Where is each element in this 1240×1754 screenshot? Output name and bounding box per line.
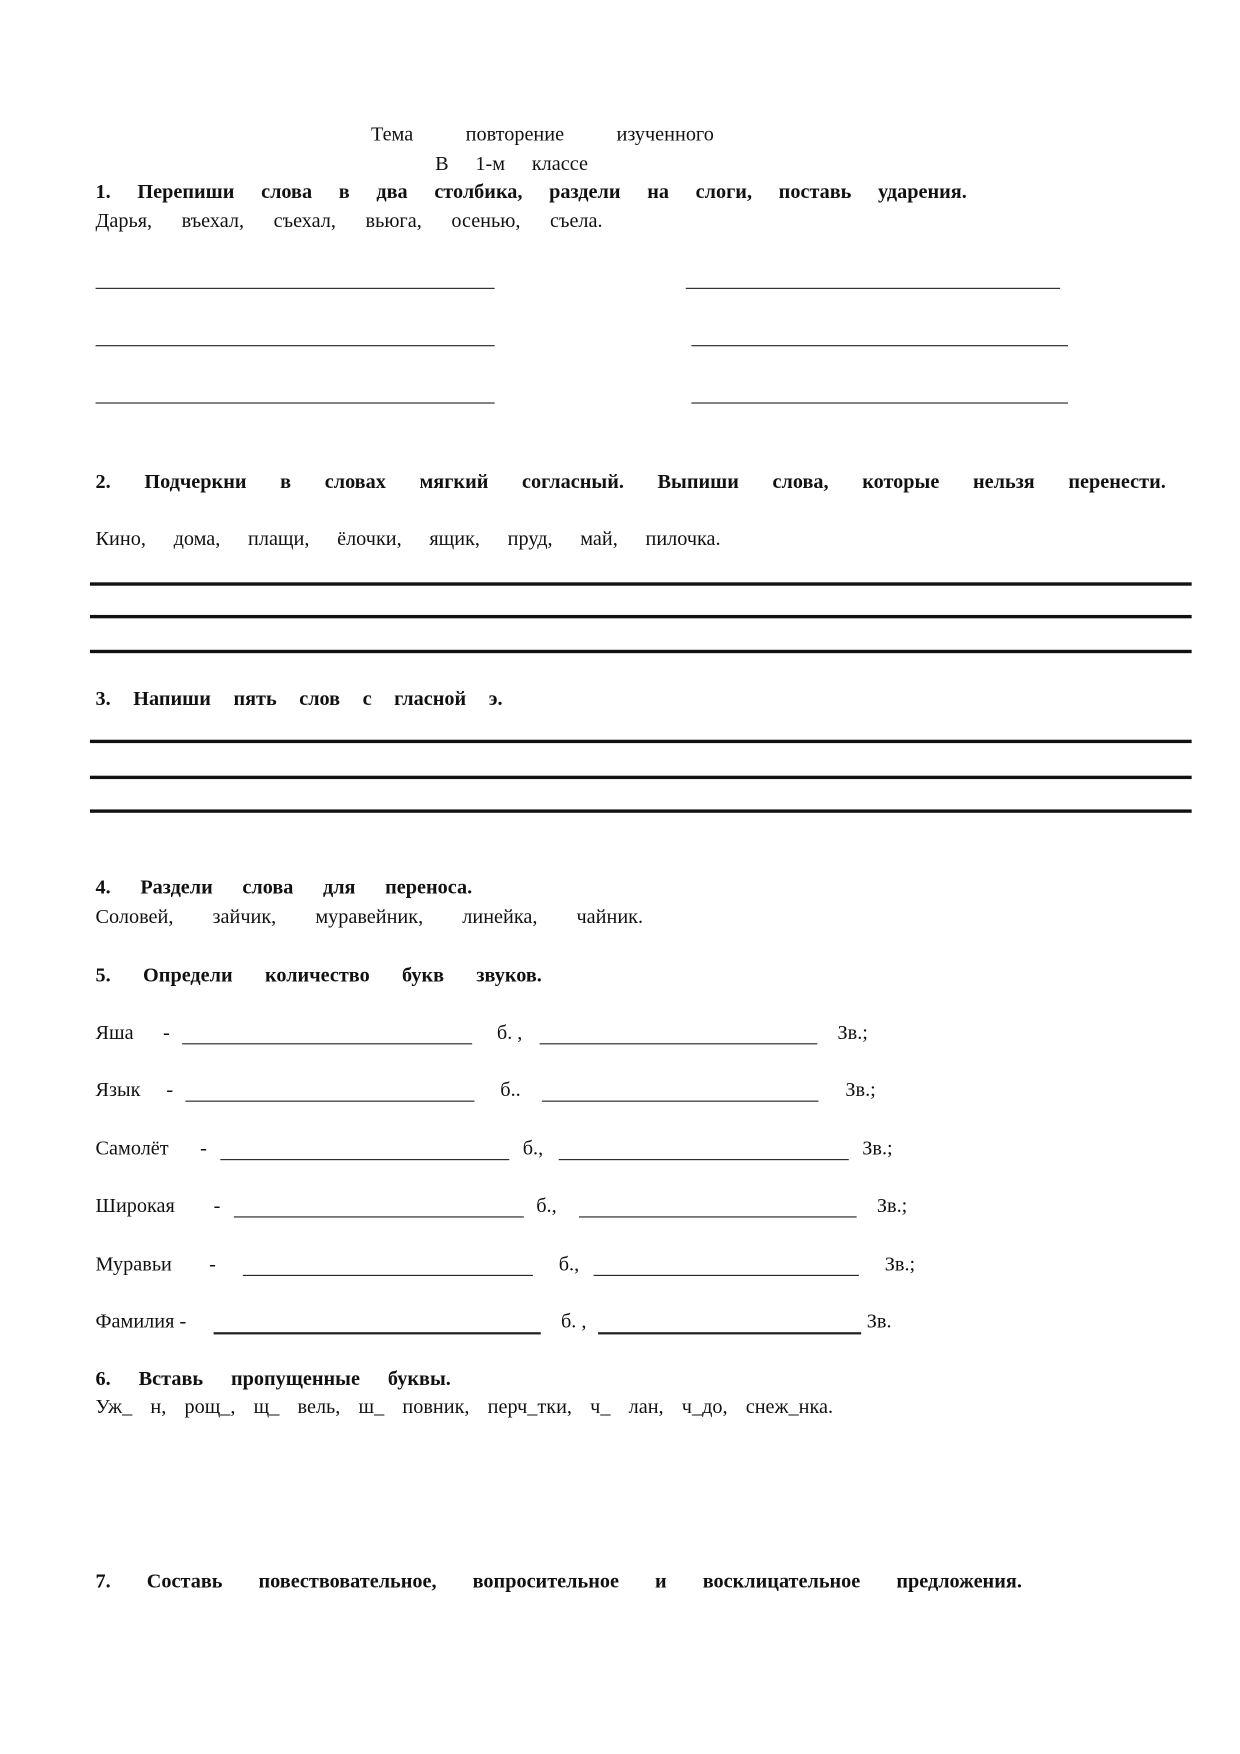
- sounds-answer-line[interactable]: [542, 1101, 819, 1102]
- letters-label: б.,: [558, 1252, 580, 1275]
- answer-line[interactable]: [691, 402, 1068, 403]
- answer-line[interactable]: [686, 288, 1060, 289]
- sounds-answer-line[interactable]: [598, 1332, 861, 1334]
- answer-line[interactable]: [90, 582, 1192, 585]
- row-dash: -: [200, 1136, 207, 1160]
- answer-line[interactable]: [90, 809, 1192, 812]
- letters-answer-line[interactable]: [185, 1101, 474, 1102]
- letters-label: б. ,: [496, 1020, 523, 1044]
- letters-label: б.,: [536, 1193, 557, 1217]
- answer-line[interactable]: [96, 288, 495, 289]
- letters-label: б. ,: [560, 1309, 587, 1333]
- task-2-words: Кино, дома, плащи, ёлочки, ящик, пруд, май, пилочка.: [95, 527, 721, 550]
- row-dash: -: [166, 1078, 174, 1101]
- sounds-answer-line[interactable]: [594, 1275, 859, 1276]
- sounds-label: Зв.;: [884, 1252, 916, 1275]
- task-4-title: 4. Раздели слова для переноса.: [95, 875, 473, 899]
- task-4-words: Соловей, зайчик, муравейник, линейка, чайник.: [95, 904, 644, 928]
- row-word: Муравьи: [95, 1252, 172, 1275]
- sounds-label: Зв.;: [845, 1078, 876, 1101]
- sounds-label: Зв.;: [837, 1020, 868, 1044]
- task-3-title: 3. Напиши пять слов с гласной э.: [95, 686, 503, 710]
- sounds-label: Зв.;: [876, 1193, 908, 1217]
- sounds-label: Зв.: [866, 1309, 892, 1333]
- task-6-words: Уж_ н, рощ_, щ_ вель, ш_ повник, перч_тки, ч_ лан, ч_до, снеж_нка.: [95, 1395, 834, 1418]
- task-6-title: 6. Вставь пропущенные буквы.: [95, 1367, 451, 1390]
- row-dash: -: [163, 1020, 170, 1044]
- task-2-title: 2. Подчеркни в словах мягкий согласный. Выпиши слова, которые нельзя перенести.: [95, 469, 1166, 493]
- answer-line[interactable]: [90, 615, 1192, 618]
- answer-line[interactable]: [90, 740, 1192, 743]
- answer-line[interactable]: [90, 650, 1192, 653]
- task-1-words: Дарья, въехал, съехал, вьюга, осенью, съела.: [95, 209, 603, 232]
- letters-answer-line[interactable]: [220, 1159, 509, 1160]
- row-word: Яша: [95, 1020, 134, 1044]
- letters-label: б.,: [522, 1136, 544, 1160]
- row-word: Широкая: [95, 1193, 175, 1217]
- answer-line[interactable]: [90, 776, 1192, 779]
- letters-answer-line[interactable]: [214, 1332, 541, 1334]
- letters-answer-line[interactable]: [243, 1275, 533, 1276]
- row-word: Самолёт: [95, 1136, 169, 1160]
- sounds-answer-line[interactable]: [540, 1043, 818, 1044]
- task-7-title: 7. Составь повествовательное, вопросительное и восклицательное предложения.: [95, 1569, 1022, 1592]
- answer-line[interactable]: [691, 345, 1068, 346]
- row-word: Фамилия -: [95, 1309, 187, 1333]
- row-word: Язык: [95, 1078, 141, 1101]
- answer-line[interactable]: [96, 345, 495, 346]
- row-dash: -: [209, 1252, 216, 1275]
- worksheet-title: Тема повторение изученного: [370, 122, 714, 146]
- sounds-label: Зв.;: [862, 1136, 893, 1160]
- row-dash: -: [213, 1193, 221, 1217]
- letters-answer-line[interactable]: [182, 1043, 472, 1044]
- answer-line[interactable]: [96, 402, 495, 403]
- task-1-title: 1. Перепиши слова в два столбика, раздели на слоги, поставь ударения.: [95, 179, 967, 203]
- task-5-title: 5. Определи количество букв звуков.: [95, 963, 542, 986]
- worksheet-subtitle: В 1-м классе: [435, 151, 588, 175]
- letters-label: б..: [500, 1078, 521, 1101]
- sounds-answer-line[interactable]: [559, 1159, 849, 1160]
- sounds-answer-line[interactable]: [579, 1216, 857, 1217]
- letters-answer-line[interactable]: [234, 1216, 524, 1217]
